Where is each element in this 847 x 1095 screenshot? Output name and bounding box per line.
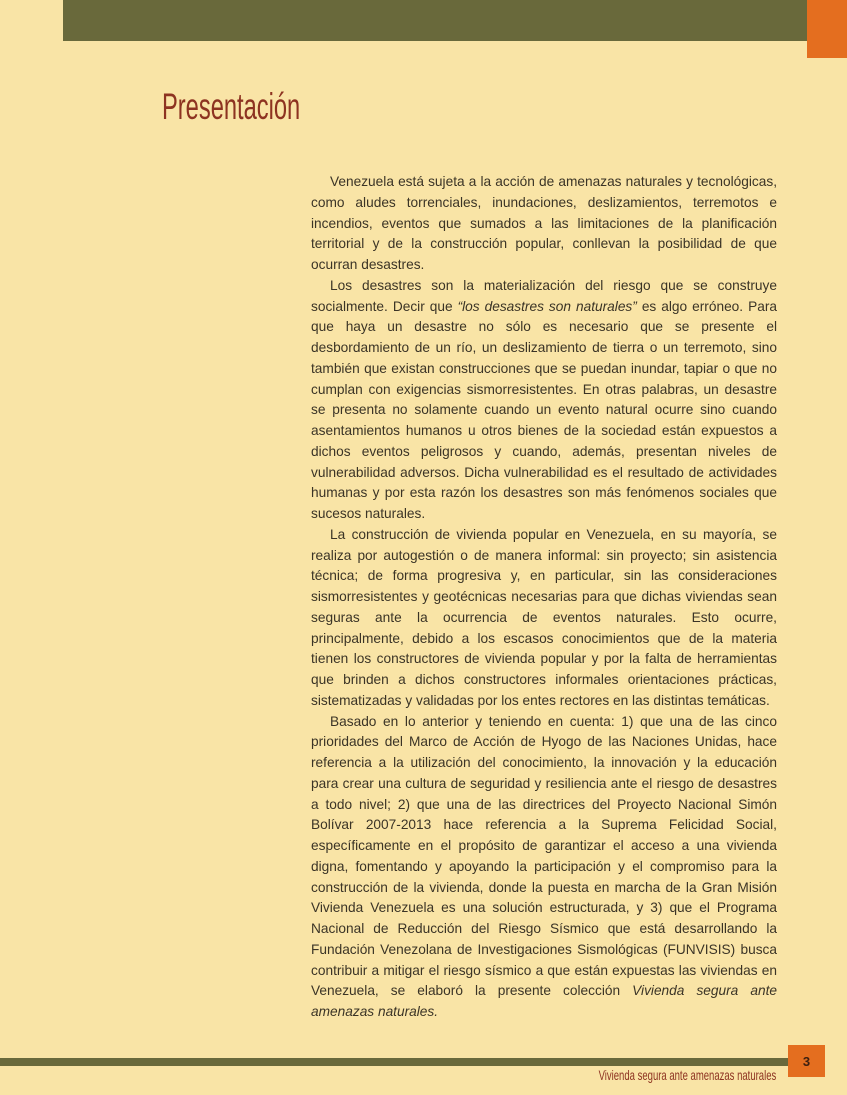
footer-bar xyxy=(0,1058,795,1066)
page-title: Presentación xyxy=(162,86,301,127)
header-bar xyxy=(63,0,829,41)
page-number: 3 xyxy=(788,1045,825,1077)
paragraph-4-text: Basado en lo anterior y teniendo en cuenta: 1) que una de las cinco prioridades del Marco de Acción de Hyogo de las Naciones Unidas, hace referencia a la utilización del conocimiento, la innovación y la educación para crear una cultura de seguridad y resiliencia ante el riesgo de desastres a todo nivel; 2) que una de las directrices del Proyecto Nacional Simón Bolívar 2007-2013 hace referencia a la Suprema Felicidad Social, específicamente en el propósito de garantizar el acceso a una vivienda digna, fomentando y apoyando la participación y el compromiso para la construcción de la vivienda, donde la puesta en marcha de la Gran Misión Vivienda Venezuela es una solución estructurada, y 3) que el Programa Nacional de Reducción del Riesgo Sísmico que está desarrollando la Fundación Venezolana de Investigaciones Sismológicas (FUNVISIS) busca contribuir a mitigar el riesgo sísmico a que están expuestas las viviendas en Venezuela, se elaboró la presente colección xyxy=(311,713,777,999)
footer-title: Vivienda segura ante amenazas naturales xyxy=(598,1067,776,1083)
paragraph-2-text-end: es algo erróneo. Para que haya un desastre no sólo es necesario que se presente el desbordamiento de un río, un deslizamiento de tierra o un terremoto, sino también que existan construcciones que se puedan inundar, tapiar o que no cumplan con exigencias sismorresistentes. En otras palabras, un desastre se presenta no solamente cuando un evento natural ocurre sino cuando asentamientos humanos u otros bienes de la sociedad están expuestos a dichos eventos peligrosos y cuando, además, presentan niveles de vulnerabilidad adversos. Dicha vulnerabilidad es el resultado de actividades humanas y por esta razón los desastres son más fenómenos sociales que sucesos naturales. xyxy=(311,298,777,521)
paragraph-2-text-start: Los desastres son la materialización del riesgo que se construye socialmente. Decir que xyxy=(311,277,777,314)
collection-title: Vivienda segura ante amenazas naturales. xyxy=(311,983,777,1019)
paragraph-1: Venezuela está sujeta a la acción de amenazas naturales y tecnológicas, como aludes torrenciales, inundaciones, deslizamientos, terremotos e incendios, eventos que sumados a las limitaciones de la planificación territorial y de la construcción popular, conllevan la posibilidad de que ocurran desastres. xyxy=(311,174,777,272)
body-text xyxy=(311,172,777,1023)
paragraph-2 xyxy=(311,276,777,525)
header-accent-block xyxy=(807,0,847,58)
paragraph-2-quote: “los desastres son naturales” xyxy=(457,298,637,314)
paragraph-3: La construcción de vivienda popular en Venezuela, en su mayoría, se realiza por autogestión o de manera informal: sin proyecto; sin asistencia técnica; de forma progresiva y, en particular, sin las consideraciones sismorresistentes y geotécnicas necesarias para que dichas viviendas sean seguras ante la ocurrencia de eventos naturales. Esto ocurre, principalmente, debido a los escasos conocimientos que de la materia tienen los constructores de vivienda popular y por la falta de herramientas que brinden a dichos constructores informales orientaciones prácticas, sistematizadas y validadas por los entes rectores en las distintas temáticas. xyxy=(311,526,777,708)
paragraph-4 xyxy=(311,712,777,1023)
